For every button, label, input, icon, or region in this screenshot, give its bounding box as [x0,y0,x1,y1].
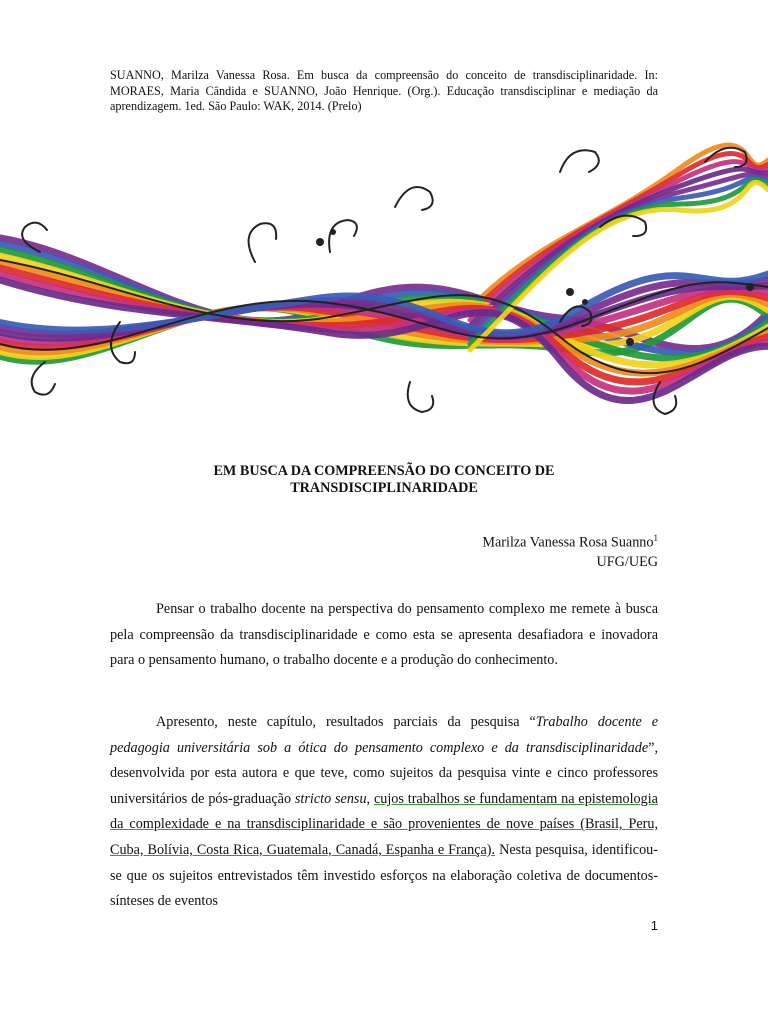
page-number: 1 [650,918,658,933]
author-name: Marilza Vanessa Rosa Suanno [482,534,654,551]
paragraph-2-stricto-sensu: stricto sensu [294,790,367,807]
paragraph-1-text: Pensar o trabalho docente na perspectiva do pensamento complexo me remete à busca pela compreensão da transdisciplinaridade e como esta se apresenta desafiadora e inovadora para o pensamento humano, o trabalho docente e a produção do conhecimento. [110,601,658,669]
rainbow-ribbon-illustration [0,132,768,422]
paragraph-2-text-c: ”, desenvolvida por esta autora e que teve, como sujeitos da pesquisa vinte e cinco professores universitários de pós-graduação [110,739,658,807]
paragraph-2-text-g: Nesta pesquisa, identificou-se que os sujeitos entrevistados têm investido esforços na elaboração coletiva de documentos-sínteses de eventos [110,841,658,910]
footnote-marker[interactable]: 1 [653,533,658,543]
paragraph-2-text-e: , [366,790,374,807]
author-affiliation: UFG/UEG [596,553,658,570]
paragraph-2-text-a: Apresento, neste capítulo, resultados parciais da pesquisa “ [156,714,536,730]
citation-header: SUANNO, Marilza Vanessa Rosa. Em busca da compreensão do conceito de transdisciplinaridade. In: MORAES, Maria Cândida e SUANNO, João Henrique. (Org.). Educação transdisciplinar e mediação da aprendizagem. 1ed. São Paulo: WAK, 2014. (Prelo) [110,68,658,113]
author-block [482,529,658,572]
title-line-2: TRANSDISCIPLINARIDADE [290,480,478,496]
paragraph-1 [110,597,658,674]
title-line-1: EM BUSCA DA COMPREENSÃO DO CONCEITO DE [213,463,555,479]
document-title [110,463,658,497]
paragraph-2 [110,710,658,915]
paragraph-2-underlined-text: cujos trabalhos se fundamentam na epistemologia da complexidade e na transdisciplinaridade e são provenientes de nove países (Brasil, Peru, Cuba, Bolívia, Costa Rica, Guatemala, Canadá, Espanha e França). [110,790,658,858]
paragraph-2-research-title: Trabalho docente e pedagogia universitária sob a ótica do pensamento complexo e da transdisciplinaridade [110,714,658,756]
